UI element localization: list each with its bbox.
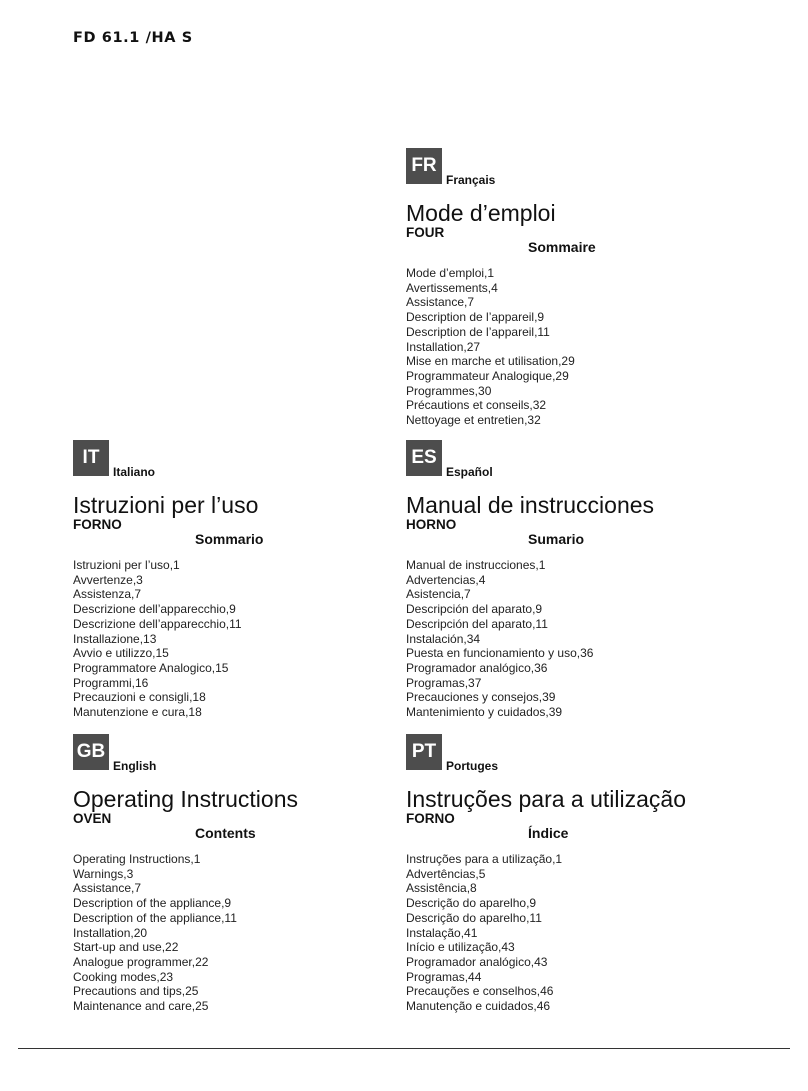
toc-item: Installazione,13 — [73, 631, 157, 646]
contents-heading: Sommaire — [528, 239, 596, 255]
section-title: Mode d’emploi — [406, 200, 556, 226]
toc-item: Start-up and use,22 — [73, 940, 179, 955]
table-of-contents — [406, 266, 766, 428]
contents-heading: Sumario — [528, 531, 585, 547]
toc-item: Maintenance and care,25 — [73, 999, 209, 1014]
section-gb — [73, 734, 433, 1014]
toc-item: Analogue programmer,22 — [73, 954, 209, 969]
toc-item: Mantenimiento y cuidados,39 — [406, 705, 563, 720]
section-title: Manual de instrucciones — [406, 492, 655, 518]
contents-heading: Sommario — [195, 531, 264, 547]
toc-item: Precauzioni e consigli,18 — [73, 690, 206, 705]
language-name: Italiano — [113, 465, 156, 479]
toc-item: Operating Instructions,1 — [73, 852, 201, 866]
toc-item: Assistenza,7 — [73, 587, 142, 602]
product-name: FOUR — [406, 225, 445, 240]
table-of-contents — [73, 558, 433, 720]
language-code-badge: GB — [73, 734, 109, 770]
language-header — [406, 734, 766, 772]
toc-item: Descrição do aparelho,9 — [406, 896, 537, 911]
toc-item: Descrizione dell’apparecchio,11 — [73, 616, 242, 631]
section-title: Instruções para a utilização — [406, 786, 686, 812]
product-name: FORNO — [406, 811, 455, 826]
toc-item: Description de l’appareil,11 — [406, 324, 550, 339]
toc-item: Programador analógico,36 — [406, 660, 548, 675]
language-name: Portuges — [446, 759, 499, 773]
toc-item: Início e utilização,43 — [406, 940, 515, 955]
section-it — [73, 440, 433, 720]
section-es — [406, 440, 766, 720]
toc-item: Programmes,30 — [406, 383, 492, 398]
language-header — [406, 148, 766, 186]
toc-item: Mise en marche et utilisation,29 — [406, 354, 575, 369]
toc-item: Precauciones y consejos,39 — [406, 690, 556, 705]
toc-item: Manutenzione e cura,18 — [73, 705, 202, 720]
toc-item: Asistencia,7 — [406, 587, 471, 602]
toc-item: Programmateur Analogique,29 — [406, 368, 569, 383]
toc-item: Warnings,3 — [73, 866, 134, 881]
toc-item: Descripción del aparato,9 — [406, 602, 543, 617]
toc-item: Programador analógico,43 — [406, 954, 548, 969]
toc-item: Mode d’emploi,1 — [406, 266, 495, 280]
section-title: Operating Instructions — [73, 786, 299, 812]
toc-item: Descrizione dell’apparecchio,9 — [73, 602, 236, 617]
language-name: English — [113, 759, 157, 773]
table-of-contents — [406, 852, 766, 1014]
toc-item: Precautions and tips,25 — [73, 984, 199, 999]
model-number: FD 61.1 /HA S — [73, 30, 193, 46]
toc-item: Avvio e utilizzo,15 — [73, 646, 169, 661]
table-of-contents — [406, 558, 766, 720]
toc-item: Puesta en funcionamiento y uso,36 — [406, 646, 594, 661]
toc-item: Programas,37 — [406, 675, 482, 690]
product-name: OVEN — [73, 811, 112, 826]
toc-item: Manual de instrucciones,1 — [406, 558, 546, 572]
toc-item: Installation,27 — [406, 339, 481, 354]
toc-item: Instalación,34 — [406, 631, 481, 646]
language-code-badge: ES — [406, 440, 442, 476]
toc-item: Instruções para a utilização,1 — [406, 852, 563, 866]
toc-item: Description of the appliance,11 — [73, 910, 237, 925]
language-code-badge: PT — [406, 734, 442, 770]
toc-item: Avvertenze,3 — [73, 572, 143, 587]
language-code-badge: FR — [406, 148, 442, 184]
table-of-contents — [73, 852, 433, 1014]
product-name: HORNO — [406, 517, 457, 532]
toc-item: Description de l’appareil,9 — [406, 310, 545, 325]
toc-item: Advertencias,4 — [406, 572, 486, 587]
toc-item: Programas,44 — [406, 969, 482, 984]
toc-item: Istruzioni per l’uso,1 — [73, 558, 180, 572]
section-title: Istruzioni per l’uso — [73, 492, 259, 518]
toc-item: Programmatore Analogico,15 — [73, 660, 229, 675]
language-name: Español — [446, 465, 493, 479]
contents-heading: Índice — [528, 825, 569, 841]
toc-item: Installation,20 — [73, 925, 148, 940]
contents-heading: Contents — [195, 825, 256, 841]
language-header — [73, 734, 433, 772]
toc-item: Précautions et conseils,32 — [406, 398, 547, 413]
toc-item: Advertências,5 — [406, 866, 486, 881]
toc-item: Programmi,16 — [73, 675, 149, 690]
toc-item: Assistance,7 — [73, 881, 142, 896]
toc-item: Manutenção e cuidados,46 — [406, 999, 551, 1014]
toc-item: Descripción del aparato,11 — [406, 616, 548, 631]
toc-item: Cooking modes,23 — [73, 969, 174, 984]
toc-item: Avertissements,4 — [406, 280, 498, 295]
section-pt — [406, 734, 766, 1014]
toc-item: Assistance,7 — [406, 295, 475, 310]
toc-item: Description of the appliance,9 — [73, 896, 232, 911]
toc-item: Assistência,8 — [406, 881, 477, 896]
language-name: Français — [446, 173, 496, 187]
language-header — [73, 440, 433, 478]
toc-item: Instalação,41 — [406, 925, 478, 940]
footer-divider — [18, 1048, 790, 1049]
language-header — [406, 440, 766, 478]
product-name: FORNO — [73, 517, 122, 532]
toc-item: Precauções e conselhos,46 — [406, 984, 554, 999]
toc-item: Nettoyage et entretien,32 — [406, 413, 541, 428]
language-code-badge: IT — [73, 440, 109, 476]
toc-item: Descrição do aparelho,11 — [406, 910, 542, 925]
section-fr — [406, 148, 766, 428]
